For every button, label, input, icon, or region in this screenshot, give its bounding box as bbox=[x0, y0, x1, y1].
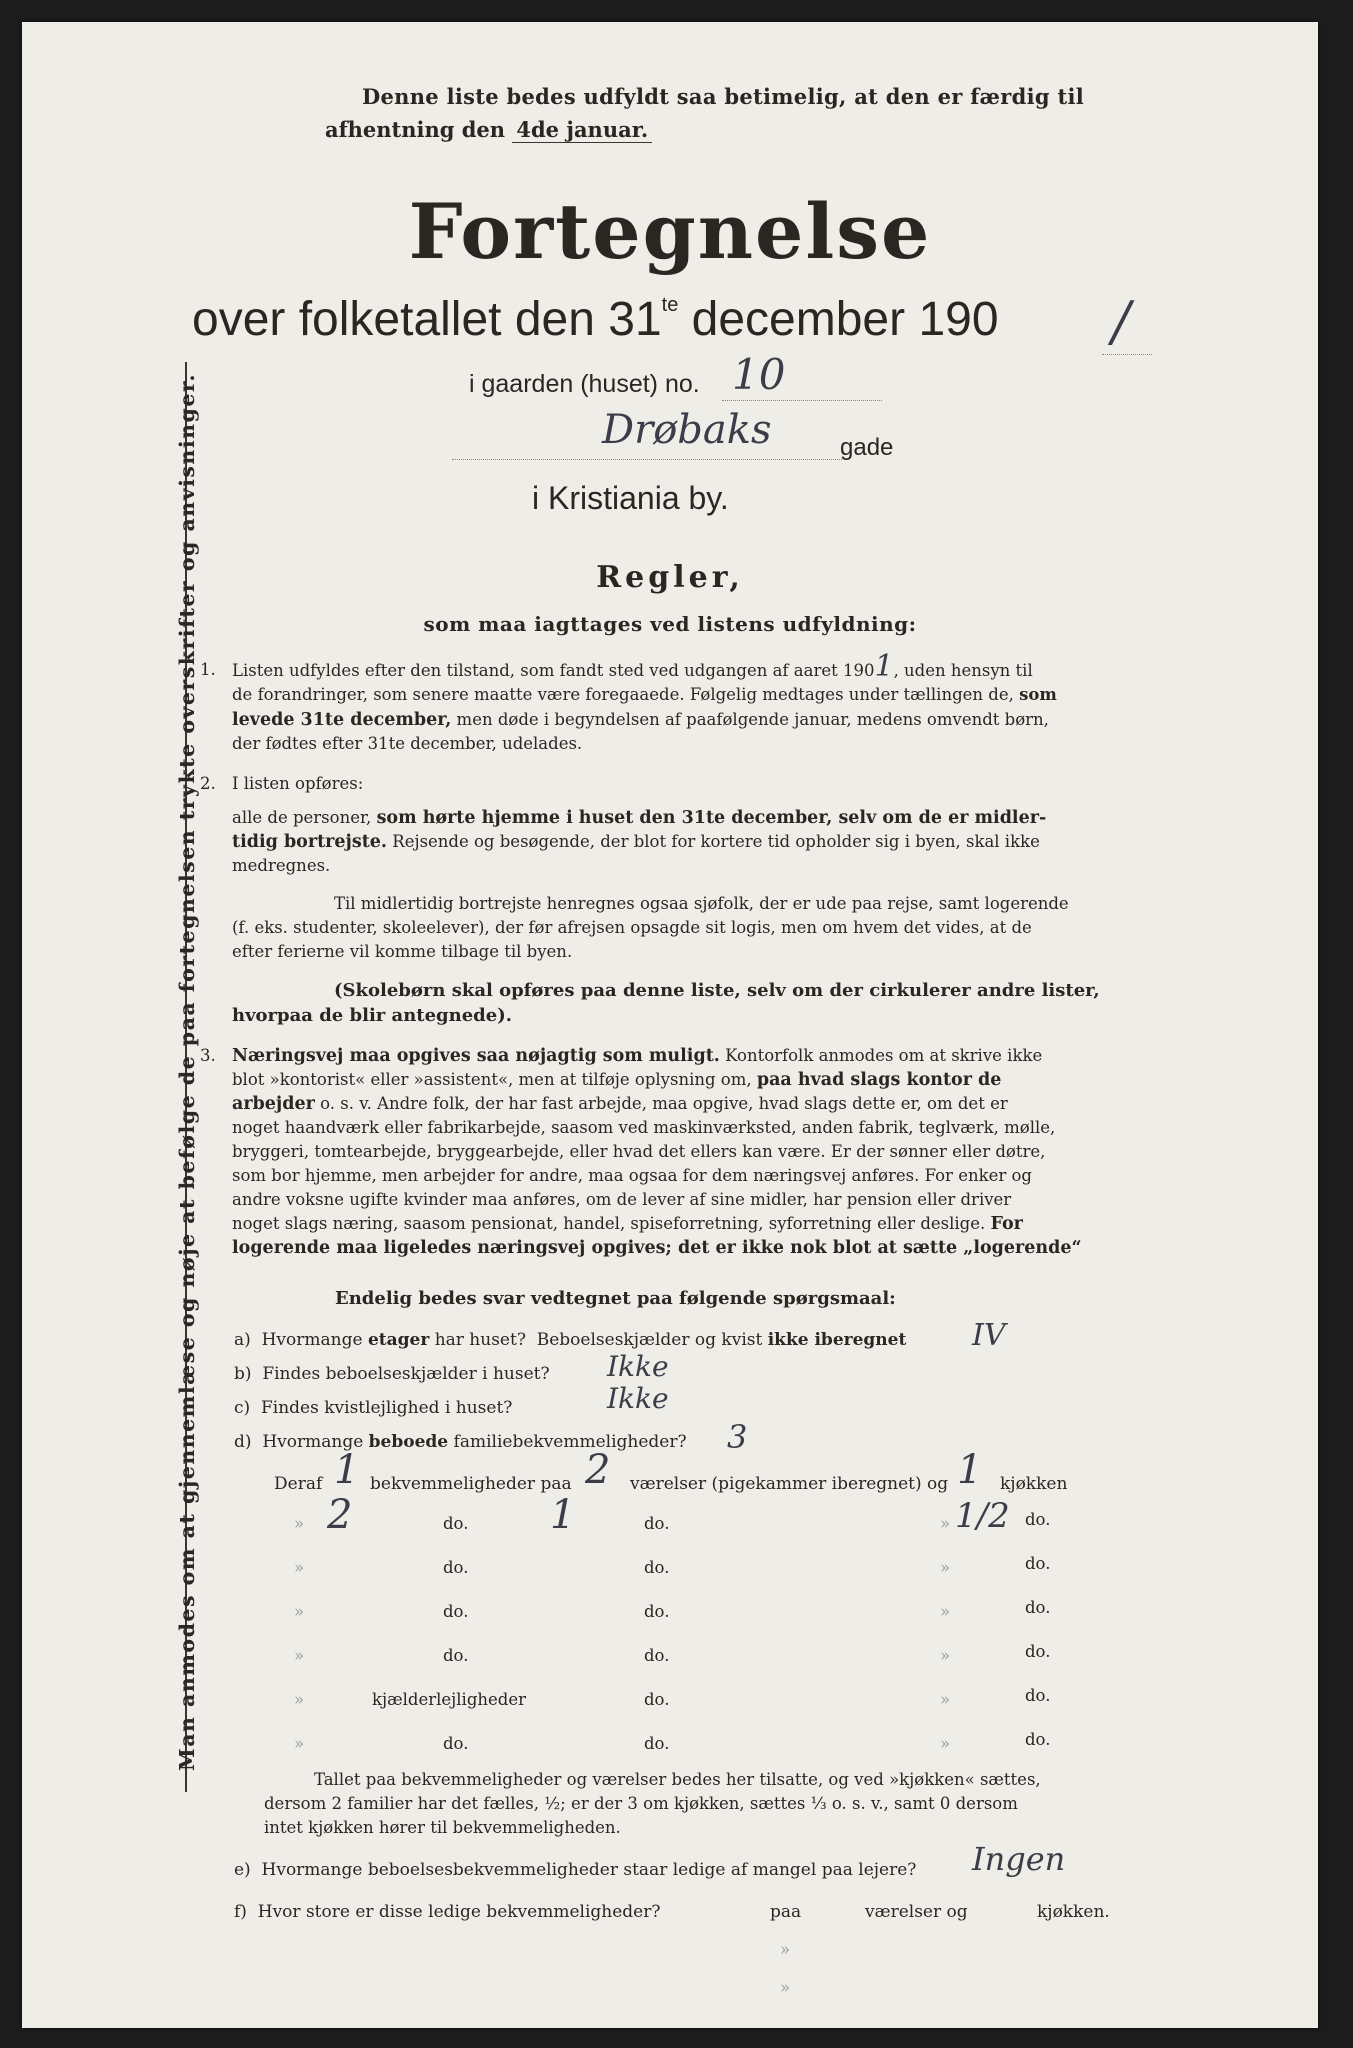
hw-answer-c: Ikke bbox=[607, 1382, 669, 1415]
hw-answer-d: 3 bbox=[727, 1418, 748, 1456]
side-instruction: Man anmodes om at gjennemlæse og nøje at befølge de paa fortegnelsen trykte overskrifter og anvisninger. bbox=[175, 373, 199, 1771]
table-row: » do. do. » do. bbox=[294, 1642, 1051, 1665]
deraf-bekv: bekvemmeligheder paa bbox=[370, 1474, 572, 1494]
notice-date: 4de januar. bbox=[512, 117, 652, 143]
rule-1-line-4: der fødtes efter 31te december, udelades. bbox=[232, 734, 583, 753]
rule-3-line-1: Næringsvej maa opgives saa nøjagtig som muligt. Kontorfolk anmodes om at skrive ikke bbox=[232, 1046, 1043, 1066]
rule-2-p2-line-2: (f. eks. studenter, skoleelever), der før afrejsen opsagde sit logis, men om hvem det vides, at de bbox=[232, 918, 1032, 937]
rules-subheading: som maa iagttages ved listens udfyldning: bbox=[423, 612, 917, 636]
questions-heading: Endelig bedes svar vedtegnet paa følgende spørgsmaal: bbox=[335, 1288, 896, 1309]
rule-2-intro: I listen opføres: bbox=[232, 774, 364, 793]
rule-2-p1-line-3: medregnes. bbox=[232, 856, 331, 875]
rule-3-num: 3. bbox=[200, 1046, 216, 1065]
table-row: » 2 do. 1 do. » 1/2 do. bbox=[294, 1492, 1051, 1538]
deraf-table bbox=[22, 1492, 1318, 1766]
rule-1-line-3: levede 31te december, men døde i begyndelsen af paafølgende januar, medens omvendt børn, bbox=[232, 710, 1049, 730]
rule-2-p2-line-1: Til midlertidig bortrejste henregnes ogsaa sjøfolk, der er ude paa rejse, samt logerende bbox=[334, 894, 1069, 913]
table-row: » do. do. » do. bbox=[294, 1554, 1051, 1577]
notice-line-1: Denne liste bedes udfyldt saa betimelig, at den er færdig til bbox=[362, 84, 1085, 109]
question-d: d) Hvormange beboede familiebekvemmeligheder? bbox=[234, 1432, 687, 1452]
subtitle-prefix: over folketallet den 31 bbox=[192, 293, 662, 346]
rule-3-line-5: bryggeri, tomtearbejde, bryggearbejde, eller hvad det ellers kan være. Er der sønner eller døtre, bbox=[232, 1142, 1046, 1161]
subtitle bbox=[192, 292, 999, 347]
question-f-kjokken: kjøkken. bbox=[1037, 1902, 1110, 1922]
note-line-3: intet kjøkken hører til bekvemmeligheden. bbox=[264, 1818, 621, 1837]
rule-2-p2-line-3: efter ferierne vil komme tilbage til byen. bbox=[232, 942, 573, 961]
page-title: Fortegnelse bbox=[408, 187, 932, 276]
rule-3-line-3: arbejder o. s. v. Andre folk, der har fast arbejde, maa opgive, hvad slags dette er, om det er bbox=[232, 1094, 1008, 1114]
census-form-page bbox=[22, 22, 1318, 2028]
rule-2-p1-line-2: tidig bortrejste. Rejsende og besøgende, der blot for kortere tid opholder sig i byen, skal ikke bbox=[232, 832, 1040, 852]
rule-3-line-9: logerende maa ligeledes næringsvej opgives; det er ikke nok blot at sætte „logerende“ bbox=[232, 1238, 1082, 1258]
gade-label: gade bbox=[840, 434, 894, 461]
table-row: » kjælderlejligheder do. » do. bbox=[294, 1686, 1051, 1709]
rule-3-line-2: blot »kontorist« eller »assistent«, men at tilføje oplysning om, paa hvad slags kontor de bbox=[232, 1070, 1002, 1090]
hw-answer-e: Ingen bbox=[972, 1840, 1066, 1878]
rule-2-num: 2. bbox=[200, 774, 216, 793]
rule-3-line-7: andre voksne ugifte kvinder maa anføres, om de lever af sine midler, har pension eller driver bbox=[232, 1190, 1012, 1209]
hw-deraf-3: 1 bbox=[957, 1447, 983, 1493]
hw-house-number: 10 bbox=[732, 350, 786, 399]
hw-row-1-col-1: 2 bbox=[327, 1492, 353, 1538]
rule-3-line-6: som bor hjemme, men arbejder for andre, maa ogsaa for dem næringsvej anføres. For enker og bbox=[232, 1166, 1032, 1185]
note-line-1: Tallet paa bekvemmeligheder og værelser bedes her tilsatte, og ved »kjøkken« sættes, bbox=[314, 1770, 1041, 1789]
hw-answer-b: Ikke bbox=[607, 1350, 669, 1383]
hw-deraf-2: 2 bbox=[585, 1447, 611, 1493]
hw-answer-a: IV bbox=[972, 1318, 1006, 1353]
hw-row-1-col-3: 1/2 bbox=[955, 1496, 1010, 1536]
deraf-label: Deraf bbox=[274, 1474, 323, 1494]
hw-row-1-col-2: 1 bbox=[550, 1492, 576, 1538]
rule-2-p1-line-1: alle de personer, som hørte hjemme i huset den 31te december, selv om de er midler- bbox=[232, 808, 1047, 828]
deraf-vaerelser: værelser (pigekammer iberegnet) og bbox=[630, 1474, 949, 1494]
notice-line-2 bbox=[325, 117, 652, 142]
question-f: f) Hvor store er disse ledige bekvemmeligheder? bbox=[234, 1902, 661, 1922]
rules-heading: Regler, bbox=[596, 560, 744, 595]
rule-1-line-1: Listen udfyldes efter den tilstand, som fandt sted ved udgangen af aaret 1901, uden hensyn til bbox=[232, 649, 1033, 684]
deraf-kjokken: kjøkken bbox=[1000, 1474, 1068, 1494]
question-f-paa: paa bbox=[770, 1902, 802, 1922]
notice-prefix: afhentning den bbox=[325, 117, 506, 142]
table-row: » do. do. » do. bbox=[294, 1730, 1051, 1753]
subtitle-mid: december 190 bbox=[678, 293, 999, 346]
rule-3-line-8: noget slags næring, saasom pensionat, handel, spiseforretning, syforretning eller deslige. For bbox=[232, 1214, 1023, 1234]
city: i Kristiania by. bbox=[532, 480, 729, 516]
hw-year-2: 1 bbox=[874, 649, 894, 684]
question-b: b) Findes beboelseskjælder i huset? bbox=[234, 1364, 550, 1384]
rule-1-line-2: de forandringer, som senere maatte være foregaaede. Følgelig medtages under tællingen de, som bbox=[232, 685, 1057, 704]
f-row-1: » bbox=[780, 1940, 791, 1959]
table-row: » do. do. » do. bbox=[294, 1598, 1051, 1621]
rule-2-p3-line-1: (Skolebørn skal opføres paa denne liste, selv om der cirkulerer andre lister, bbox=[334, 980, 1100, 1001]
hw-street-name: Drøbaks bbox=[602, 407, 772, 453]
note-line-2: dersom 2 familier har det fælles, ½; er der 3 om kjøkken, sættes ⅓ o. s. v., samt 0 dersom bbox=[264, 1794, 1018, 1813]
question-e: e) Hvormange beboelsesbekvemmeligheder staar ledige af mangel paa lejere? bbox=[234, 1860, 917, 1880]
question-c: c) Findes kvistlejlighed i huset? bbox=[234, 1398, 513, 1418]
gaard-label: i gaarden (huset) no. bbox=[469, 370, 700, 398]
rule-3-line-4: noget haandværk eller fabrikarbejde, saasom ved maskinværksted, anden fabrik, teglværk, mølle, bbox=[232, 1118, 1056, 1137]
hw-year: / bbox=[1112, 290, 1131, 353]
question-a: a) Hvormange etager har huset? Beboelseskjælder og kvist ikke iberegnet bbox=[234, 1330, 907, 1350]
rule-2-p3-line-2: hvorpaa de blir antegnede). bbox=[232, 1005, 512, 1026]
question-f-vaerelser: værelser og bbox=[865, 1902, 968, 1922]
subtitle-sup: te bbox=[661, 294, 679, 316]
rule-1-num: 1. bbox=[200, 660, 216, 679]
f-row-2: » bbox=[780, 1978, 791, 1997]
hw-deraf-1: 1 bbox=[334, 1447, 360, 1493]
